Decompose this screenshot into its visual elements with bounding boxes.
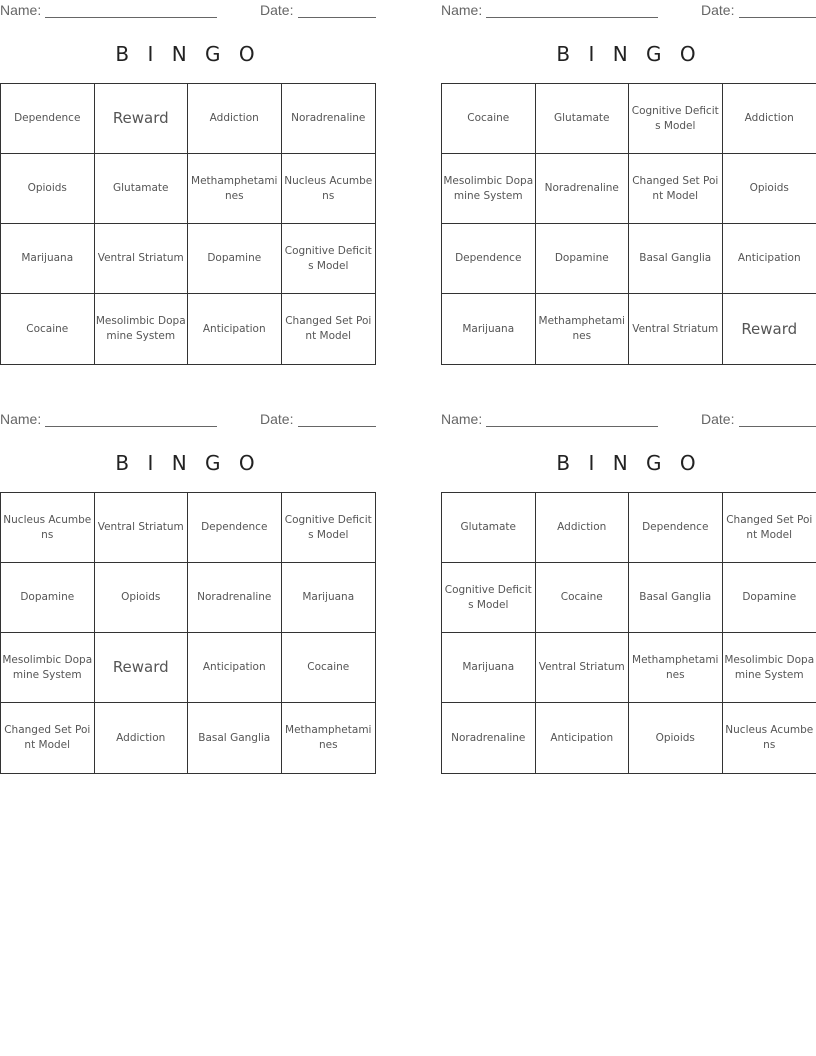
bingo-cell[interactable]: Anticipation	[536, 703, 630, 773]
bingo-cell[interactable]: Methamphetamines	[536, 294, 630, 364]
bingo-cell[interactable]: Glutamate	[442, 493, 536, 563]
bingo-cell[interactable]: Opioids	[723, 154, 816, 224]
bingo-cell[interactable]: Dependence	[1, 84, 95, 154]
bingo-cell[interactable]: Nucleus Acumbens	[1, 493, 95, 563]
bingo-cell[interactable]: Cocaine	[442, 84, 536, 154]
bingo-cell[interactable]: Dependence	[188, 493, 282, 563]
bingo-cell[interactable]: Cocaine	[536, 563, 630, 633]
bingo-title: B I N G O	[556, 451, 702, 475]
bingo-cell[interactable]: Anticipation	[188, 294, 282, 364]
bingo-cell[interactable]: Cocaine	[1, 294, 95, 364]
bingo-cell[interactable]: Dopamine	[536, 224, 630, 294]
name-date-row	[0, 411, 376, 429]
bingo-cell[interactable]: Cognitive Deficits Model	[442, 563, 536, 633]
name-label: Name:	[0, 411, 42, 427]
bingo-cell[interactable]: Ventral Striatum	[95, 224, 189, 294]
bingo-cell[interactable]: Methamphetamines	[629, 633, 723, 703]
bingo-cell[interactable]: Anticipation	[723, 224, 816, 294]
bingo-cell[interactable]: Glutamate	[95, 154, 189, 224]
bingo-cell[interactable]: Dopamine	[723, 563, 816, 633]
bingo-cell[interactable]: Dopamine	[1, 563, 95, 633]
bingo-cell[interactable]: Reward	[741, 319, 798, 338]
bingo-cell[interactable]: Methamphetamines	[285, 724, 372, 751]
name-date-row	[441, 411, 816, 429]
bingo-cell[interactable]: Nucleus Acumbens	[725, 724, 814, 751]
bingo-cell[interactable]: Addiction	[188, 84, 282, 154]
bingo-cell[interactable]: Dopamine	[188, 224, 282, 294]
name-label: Name:	[441, 2, 483, 18]
bingo-cell[interactable]: Mesolimbic Dopamine System	[95, 294, 189, 364]
bingo-cell[interactable]: Glutamate	[536, 84, 630, 154]
date-label: Date:	[701, 411, 735, 427]
bingo-cell[interactable]: Marijuana	[442, 633, 536, 703]
name-field-line[interactable]	[45, 411, 217, 427]
bingo-cell[interactable]: Anticipation	[188, 633, 282, 703]
bingo-cell[interactable]: Dependence	[629, 493, 723, 563]
bingo-grid	[441, 492, 816, 774]
bingo-card-4	[441, 409, 816, 789]
date-label: Date:	[260, 2, 294, 18]
bingo-cell[interactable]: Opioids	[629, 703, 723, 773]
bingo-cell[interactable]: Dependence	[442, 224, 536, 294]
date-field-line[interactable]	[739, 411, 816, 427]
bingo-title: B I N G O	[115, 451, 261, 475]
bingo-cell[interactable]: Cognitive Deficits Model	[282, 224, 376, 294]
bingo-cell[interactable]: Changed Set Point Model	[723, 493, 816, 563]
bingo-cell[interactable]: Basal Ganglia	[629, 224, 723, 294]
bingo-cell[interactable]: Opioids	[95, 563, 189, 633]
bingo-cell[interactable]: Basal Ganglia	[188, 703, 282, 773]
bingo-cell[interactable]: Opioids	[1, 154, 95, 224]
bingo-cell[interactable]: Noradrenaline	[536, 154, 630, 224]
bingo-cell[interactable]: Marijuana	[1, 224, 95, 294]
bingo-card-3	[0, 409, 376, 789]
bingo-cell[interactable]: Reward	[95, 633, 189, 703]
bingo-cell[interactable]: Mesolimbic Dopamine System	[723, 633, 816, 703]
bingo-cell[interactable]: Addiction	[723, 84, 816, 154]
bingo-cell[interactable]: Cocaine	[282, 633, 376, 703]
bingo-cell[interactable]: Marijuana	[282, 563, 376, 633]
date-label: Date:	[260, 411, 294, 427]
name-field-line[interactable]	[486, 411, 658, 427]
name-date-row	[441, 2, 816, 20]
name-label: Name:	[0, 2, 42, 18]
bingo-title: B I N G O	[115, 42, 261, 66]
bingo-card-2	[441, 0, 816, 380]
bingo-cell[interactable]: Basal Ganglia	[629, 563, 723, 633]
bingo-cell[interactable]: Noradrenaline	[442, 703, 536, 773]
name-date-row	[0, 2, 376, 20]
bingo-cell[interactable]: Noradrenaline	[282, 84, 376, 154]
bingo-grid	[0, 492, 376, 774]
bingo-cell[interactable]: Marijuana	[442, 294, 536, 364]
date-label: Date:	[701, 2, 735, 18]
bingo-cell[interactable]: Mesolimbic Dopamine System	[1, 633, 95, 703]
date-field-line[interactable]	[298, 411, 376, 427]
date-field-line[interactable]	[739, 2, 816, 18]
bingo-cell[interactable]: Nucleus Acumbens	[282, 154, 376, 224]
name-field-line[interactable]	[486, 2, 658, 18]
bingo-cell[interactable]: Changed Set Point Model	[285, 315, 372, 342]
date-field-line[interactable]	[298, 2, 376, 18]
bingo-grid	[0, 83, 376, 365]
bingo-grid	[441, 83, 816, 365]
bingo-card-1	[0, 0, 376, 380]
bingo-cell[interactable]: Cognitive Deficits Model	[629, 84, 723, 154]
bingo-cell[interactable]: Ventral Striatum	[536, 633, 630, 703]
bingo-cell[interactable]: Addiction	[536, 493, 630, 563]
name-field-line[interactable]	[45, 2, 217, 18]
bingo-cell[interactable]: Changed Set Point Model	[629, 154, 723, 224]
bingo-cell[interactable]: Reward	[95, 84, 189, 154]
bingo-cell[interactable]: Cognitive Deficits Model	[282, 493, 376, 563]
bingo-cell[interactable]: Mesolimbic Dopamine System	[442, 154, 536, 224]
bingo-cell[interactable]: Noradrenaline	[188, 563, 282, 633]
bingo-cell[interactable]: Ventral Striatum	[629, 294, 723, 364]
bingo-title: B I N G O	[556, 42, 702, 66]
bingo-cell[interactable]: Ventral Striatum	[95, 493, 189, 563]
name-label: Name:	[441, 411, 483, 427]
bingo-cell[interactable]: Addiction	[95, 703, 189, 773]
bingo-cell[interactable]: Changed Set Point Model	[1, 703, 95, 773]
bingo-cell[interactable]: Methamphetamines	[188, 154, 282, 224]
